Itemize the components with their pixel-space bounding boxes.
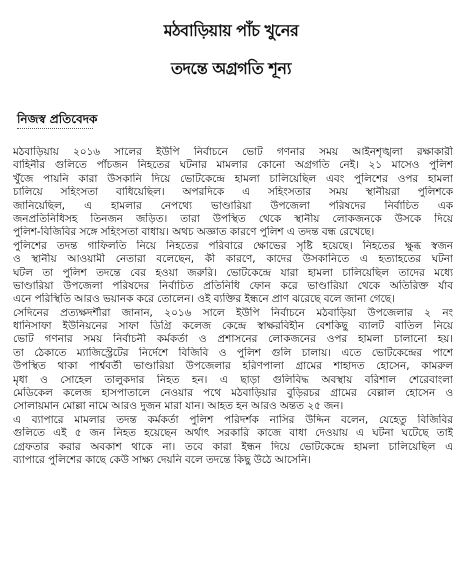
article-line: বাহিনীর গুলিতে পাঁচজন নিহতের ঘটনার মামলার কোনো অগ্রগতি নেই। ২১ মাসেও পুলিশ	[13, 159, 453, 172]
article-line: জানিয়েছিল, এ হামলার নেপথ্যে ভাণ্ডারিয়া উপজেলা পরিষদের নির্বাচিত এক	[13, 199, 453, 212]
article-line: পুলিশের তদন্ত গাফিলতি নিয়ে নিহতের পরিবারে ক্ষোভের সৃষ্টি হয়েছে। নিহতের ক্ষুব্ধ স্বজন	[13, 239, 453, 252]
article-line: ভাণ্ডারিয়া উপজেলা পরিষদের নির্বাচিত প্রতিনিধি ফোন করে ভাণ্ডারিয়া থেকে অতিরিক্ত র্যাব	[13, 279, 453, 292]
article-line: সোলায়মান মোল্লা নামে আরও দুজন মারা যান। আহত হন আরও অন্তত ২৫ জন।	[13, 400, 344, 413]
article-line: পুলিশ-বিজিবির সঙ্গে সহিংসতা বাধায়। অথচ অজ্ঞাত কারণে পুলিশ এ তদন্ত বন্ধ রেখেছে।	[13, 226, 375, 239]
article-line: মৃধা ও সোহেল তালুকদার নিহত হন। এ ছাড়া গুলিবিদ্ধ অবস্থায় বরিশাল শেরেবাংলা	[13, 373, 453, 386]
article-line: ঘটল তা পুলিশ তদন্তে বের হওয়া জরুরি। ভোটকেন্দ্রে যারা হামলা চালিয়েছিল তাদের মধ্যে	[13, 266, 453, 279]
article-line: ও স্থানীয় আওয়ামী নেতারা বলেছেন, কী কারণে, কাদের উসকানিতে এ হত্যাহতের ঘটনা	[13, 253, 453, 266]
article-line: গুলিতে এই ৫ জন নিহত হয়েছেন অর্থাৎ সরকারি কাজে বাধা দেওয়ায় এ ঘটনা ঘটেছে তাই	[13, 427, 453, 440]
article-line: এনে পরিস্থিতি আরও ভয়ানক করে তোলেন। ওই ব্যক্তির ইন্ধনে প্রাণ ঝরেছে বলে জানা গেছে।	[13, 293, 395, 306]
article-line: গ্রেফতার করার অবকাশ থাকে না। তবে কারা ইন্ধন দিয়ে ভোটকেন্দ্রে হামলা চালিয়েছিল এ	[13, 440, 453, 453]
article-line: সেদিনের প্রত্যক্ষদর্শীরা জানান, ২০১৬ সালে ইউপি নির্বাচনে মঠবাড়িয়া উপজেলার ২ নং	[13, 306, 453, 319]
article-line: জনপ্রতিনিধিসহ তিনজন জড়িত। তারা উপস্থিত থেকে স্থানীয় লোকজনকে উসকে দিয়ে	[13, 212, 453, 225]
article-line: ধানিসাফা ইউনিয়নের সাফা ডিগ্রি কলেজ কেন্দ্রে স্বাক্ষরবিহীন বেশকিছু ব্যালট বাতিল নিয়ে	[13, 320, 453, 333]
headline-line-2: তদন্তে অগ্রগতি শূন্য	[170, 59, 292, 78]
byline: নিজস্ব প্রতিবেদক	[17, 112, 98, 126]
article-line: মঠবাড়িয়ায় ২০১৬ সালের ইউপি নির্বাচনে ভোট গণনার সময় আইনশৃঙ্খলা রক্ষাকারী	[13, 146, 453, 158]
headline	[0, 0, 462, 88]
article-line: ব্যাপারে পুলিশের কাছে কেউ সাক্ষ্য দেয়নি বলে তদন্তে কিছু উঠে আসেনি।	[13, 453, 311, 466]
article-line: এ ব্যাপারে মামলার তদন্ত কর্মকর্তা পুলিশ পরিদর্শক নাসির উদ্দিন বলেন, যেহেতু বিজিবির	[13, 413, 453, 426]
article-line: ভোট গণনার সময় নির্বাচনী কর্মকর্তা ও প্রশাসনের লোকজনের ওপর হামলা চালানো হয়।	[13, 333, 453, 346]
article-line: তা ঠেকাতে ম্যাজিস্ট্রেটের নির্দেশে বিজিবি ও পুলিশ গুলি চালায়। এতে ভোটকেন্দ্রের পাশে	[13, 346, 453, 359]
article-line: চালিয়ে সহিংসতা বাধিয়েছিল। অপরদিকে এ সহিংসতার সময় স্থানীয়রা পুলিশকে	[13, 186, 453, 199]
article-line: মেডিকেল কলেজ হাসপাতালে নেওয়ার পথে মঠবাড়িয়ার বুড়িরচর গ্রামের বেল্লাল হোসেন ও	[13, 387, 453, 400]
article-line: খুঁজে পায়নি কারা উসকানি দিয়ে ভোটকেন্দ্রে হামলা চালিয়েছিল এবং পুলিশের ওপর হামলা	[13, 172, 453, 185]
byline-underline	[17, 128, 93, 129]
article-line: উপস্থিত থাকা পার্শ্ববর্তী ভাণ্ডারিয়া উপজেলার হরিণপালা গ্রামের শাহাদত হোসেন, কামরুল	[13, 360, 453, 373]
article-body	[13, 146, 453, 467]
headline-line-1: মঠবাড়িয়ায় পাঁচ খুনের	[163, 21, 299, 40]
